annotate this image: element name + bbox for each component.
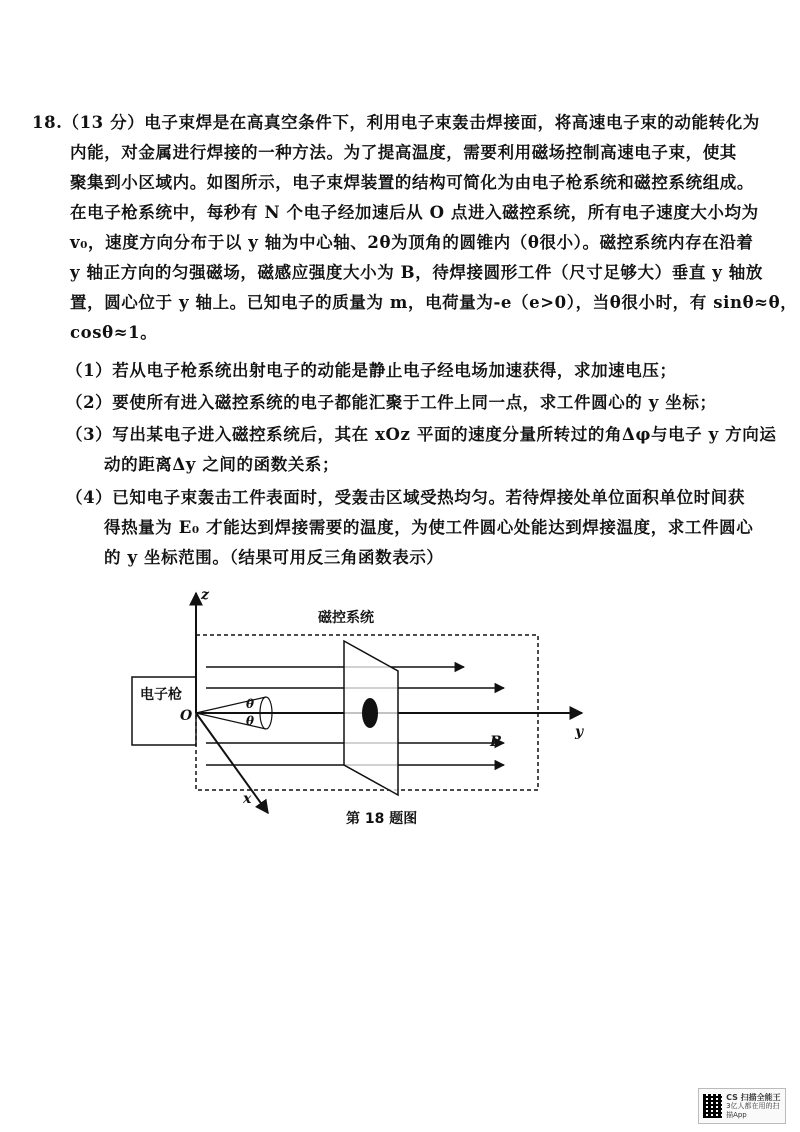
badge-subtitle: 3亿人都在用的扫描App: [726, 1101, 780, 1119]
question-line: 在电子枪系统中，每秒有 N 个电子经加速后从 O 点进入磁控系统，所有电子速度大小均为: [70, 203, 759, 222]
system-label: 磁控系统: [318, 610, 374, 626]
question-line: v₀，速度方向分布于以 y 轴为中心轴、2θ为顶角的圆锥内（θ很小）。磁控系统内存在沿着: [70, 233, 754, 252]
question-line: 18.（13 分）电子束焊是在高真空条件下，利用电子束轰击焊接面，将高速电子束的动能转化为: [32, 113, 760, 132]
subquestion-line: 的 y 坐标范围。（结果可用反三角函数表示）: [104, 548, 444, 567]
subquestion-4: [66, 483, 766, 573]
subquestion-2: [66, 388, 766, 418]
subquestion-line: 得热量为 E₀ 才能达到焊接需要的温度，为使工件圆心处能达到焊接温度，求工件圆心: [104, 518, 754, 537]
focus-spot: [362, 698, 378, 728]
subquestion-1: [66, 356, 766, 386]
gun-label: 电子枪: [140, 687, 182, 703]
theta-bottom-label: θ: [246, 714, 255, 728]
subquestion-3: [66, 420, 777, 480]
origin-label: O: [180, 708, 193, 724]
question-line: 聚集到小区域内。如图所示，电子束焊装置的结构可简化为由电子枪系统和磁控系统组成。: [70, 173, 754, 192]
qr-code-icon: [703, 1094, 722, 1118]
axis-z-label: z: [201, 587, 209, 603]
question-line: y 轴正方向的匀强磁场，磁感应强度大小为 B，待焊接圆形工件（尺寸足够大）垂直 y 轴放: [70, 263, 763, 282]
cone-edge: [196, 697, 266, 713]
subquestion-line: 动的距离Δy 之间的函数关系；: [104, 455, 340, 474]
axis-x-label: x: [243, 791, 252, 807]
subquestion-line: （1）若从电子枪系统出射电子的动能是静止电子经电场加速获得，求加速电压；: [66, 361, 677, 380]
subquestion-line: （3）写出某电子进入磁控系统后，其在 xOz 平面的速度分量所转过的角Δφ与电子 y 方向运: [66, 425, 777, 444]
question-line: 内能，对金属进行焊接的一种方法。为了提高温度，需要利用磁场控制高速电子束，使其: [70, 143, 737, 162]
subquestion-line: （4）已知电子束轰击工件表面时，受轰击区域受热均匀。若待焊接处单位面积单位时间获: [66, 488, 745, 507]
field-label: B: [490, 734, 502, 750]
figure-caption: 第 18 题图: [346, 811, 418, 827]
scanner-badge: [698, 1088, 786, 1124]
theta-top-label: θ: [246, 697, 255, 711]
question-18: [32, 108, 798, 348]
subquestion-line: （2）要使所有进入磁控系统的电子都能汇聚于工件上同一点，求工件圆心的 y 坐标；: [66, 393, 717, 412]
badge-title: CS 扫描全能王: [726, 1092, 781, 1102]
question-line: cosθ≈1。: [70, 323, 158, 342]
axis-y-label: y: [575, 724, 584, 740]
x-axis: [196, 713, 268, 813]
question-line: 置，圆心位于 y 轴上。已知电子的质量为 m，电荷量为-e（e>0），当θ很小时，有 sinθ≈θ，: [70, 293, 798, 312]
